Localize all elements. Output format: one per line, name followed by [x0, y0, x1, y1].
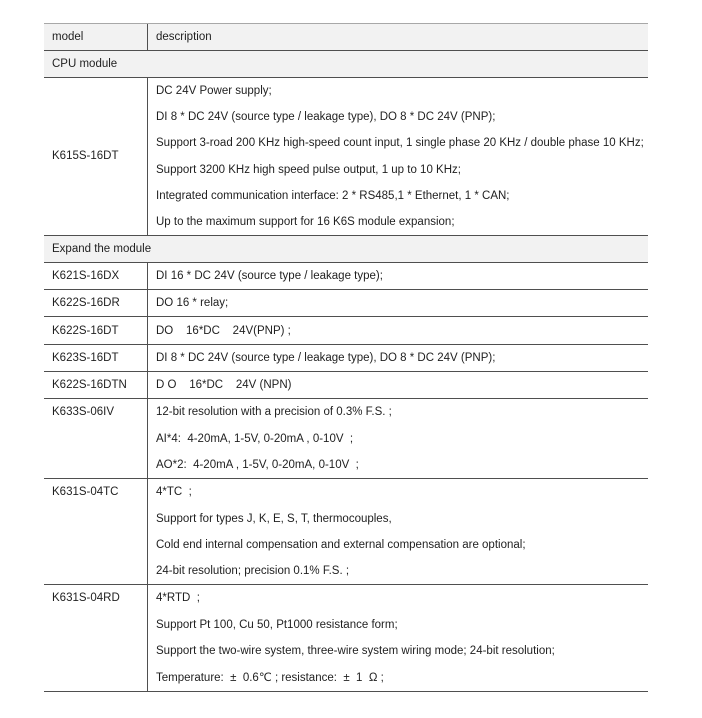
table-row-k623s-16dt [44, 345, 648, 372]
description-line: DO 16 * relay; [156, 297, 229, 310]
description-cell [148, 263, 648, 289]
table-row-k615s-16dt [44, 78, 648, 237]
description-cell [148, 399, 648, 478]
model-cell [44, 263, 148, 289]
model-label: K615S-16DT [52, 150, 119, 163]
model-label: K622S-16DT [52, 324, 119, 337]
column-header-description [148, 24, 648, 50]
table-row-k631s-04tc [44, 479, 648, 585]
section-row-expand-module [44, 236, 648, 263]
description-cell [148, 290, 648, 316]
table-row-k622s-16dtn [44, 372, 648, 399]
description-cell [148, 479, 648, 584]
model-cell [44, 399, 148, 478]
description-line: DI 8 * DC 24V (source type / leakage type), DO 8 * DC 24V (PNP); [156, 110, 496, 123]
table-row-k622s-16dt [44, 317, 648, 344]
model-cell [44, 317, 148, 343]
description-line: AO*2: 4-20mA , 1-5V, 0-20mA, 0-10V ; [156, 459, 359, 471]
description-line: DI 8 * DC 24V (source type / leakage type), DO 8 * DC 24V (PNP); [156, 351, 496, 364]
model-label: K622S-16DTN [52, 379, 127, 392]
section-title: Expand the module [52, 243, 152, 256]
description-line: DI 16 * DC 24V (source type / leakage type); [156, 269, 383, 282]
model-cell [44, 372, 148, 398]
section-row-cpu-module [44, 51, 648, 78]
column-header-model [44, 24, 148, 50]
description-line: Integrated communication interface: 2 * RS485,1 * Ethernet, 1 * CAN; [156, 189, 510, 202]
description-line: Support the two-wire system, three-wire system wiring mode; 24-bit resolution; [156, 645, 555, 658]
description-cell [148, 78, 648, 236]
model-label: K623S-16DT [52, 351, 119, 364]
model-cell [44, 78, 148, 236]
description-line: Up to the maximum support for 16 K6S module expansion; [156, 216, 455, 229]
model-label: K631S-04TC [52, 486, 119, 499]
description-line: Support Pt 100, Cu 50, Pt1000 resistance form; [156, 618, 398, 631]
model-label: K622S-16DR [52, 297, 120, 310]
module-spec-table [44, 23, 648, 692]
description-cell [148, 317, 648, 343]
table-row-k631s-04rd [44, 585, 648, 691]
table-row-k621s-16dx [44, 263, 648, 290]
model-cell [44, 345, 148, 371]
model-cell [44, 585, 148, 690]
description-line: D O 16*DC 24V (NPN) [156, 379, 292, 392]
description-line: Support 3200 KHz high speed pulse output, 1 up to 10 KHz; [156, 163, 461, 176]
column-header-description-label: description [156, 31, 212, 43]
table-header-row [44, 24, 648, 51]
section-title: CPU module [52, 57, 118, 70]
column-header-model-label: model [52, 31, 84, 43]
description-line: DO 16*DC 24V(PNP) ; [156, 324, 291, 337]
description-line: 24-bit resolution; precision 0.1% F.S. ; [156, 565, 350, 578]
description-line: 4*TC ; [156, 486, 192, 499]
model-label: K633S-06IV [52, 406, 115, 419]
table-row-k622s-16dr [44, 290, 648, 317]
description-cell [148, 372, 648, 398]
description-line: Support 3-road 200 KHz high-speed count input, 1 single phase 20 KHz / double phase 10 KHz; [156, 137, 644, 150]
description-line: 12-bit resolution with a precision of 0.3% F.S. ; [156, 406, 392, 419]
description-line: Temperature: ± 0.6℃ ; resistance: ± 1 Ω ; [156, 672, 384, 685]
description-cell [148, 585, 648, 690]
description-line: 4*RTD ; [156, 592, 200, 605]
model-cell [44, 479, 148, 584]
table-row-k633s-06iv [44, 399, 648, 479]
model-label: K631S-04RD [52, 592, 120, 605]
description-cell [148, 345, 648, 371]
description-line: DC 24V Power supply; [156, 84, 272, 97]
model-label: K621S-16DX [52, 269, 120, 282]
description-line: AI*4: 4-20mA, 1-5V, 0-20mA , 0-10V ; [156, 432, 354, 445]
description-line: Support for types J, K, E, S, T, thermocouples, [156, 512, 392, 525]
description-line: Cold end internal compensation and external compensation are optional; [156, 538, 526, 551]
model-cell [44, 290, 148, 316]
